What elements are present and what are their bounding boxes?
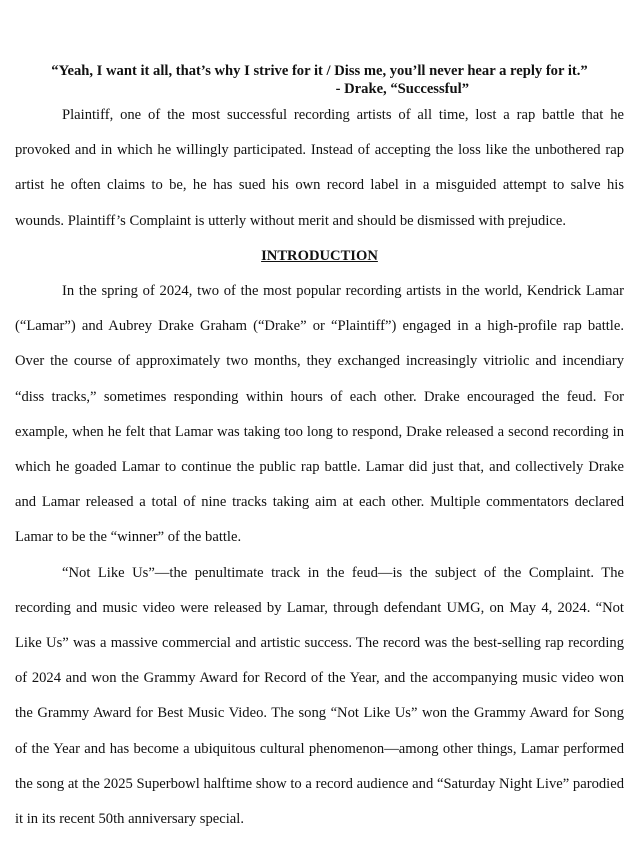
opening-paragraph: Plaintiff, one of the most successful recording artists of all time, lost a rap battle that he provoked and in which he willingly participated. Instead of accepting the loss like the unbothered rap artist he often claims to be, he has sued his own record label in a misguided attempt to salve his wounds. Plaintiff’s Complaint is utterly without merit and should be dismissed with prejudice. [15, 107, 624, 229]
epigraph-attribution: - Drake, “Successful” [335, 81, 469, 97]
intro-paragraph-1: In the spring of 2024, two of the most popular recording artists in the world, Kendrick Lamar (“Lamar”) and Aubrey Drake Graham (“Drake” or “Plaintiff”) engaged in a high-profile rap battle. Over the course of approximately two months, they exchanged increasingly vitriolic and incendiary “diss tracks,” sometimes responding within hours of each other. Drake encouraged the feud. For example, when he felt that Lamar was taking too long to respond, Drake released a second recording in which he goaded Lamar to continue the public rap battle. Lamar did just that, and collectively Drake and Lamar released a total of nine tracks taking aim at each other. Multiple commentators declared Lamar to be the “winner” of the battle. [15, 283, 624, 546]
epigraph-quote: “Yeah, I want it all, that’s why I strive for it / Diss me, you’ll never hear a reply for it.” [51, 63, 588, 79]
intro-paragraph-2: “Not Like Us”—the penultimate track in the feud—is the subject of the Complaint. The recording and music video were released by Lamar, through defendant UMG, on May 4, 2024. “Not Like Us” was a massive commercial and artistic success. The record was the best-selling rap recording of 2024 and won the Grammy Award for Record of the Year, and the accompanying music video won the Grammy Award for Best Music Video. The song “Not Like Us” won the Grammy Award for Song of the Year and has become a ubiquitous cultural phenomenon—among other things, Lamar performed the song at the 2025 Superbowl halftime show to a record audience and “Saturday Night Live” parodied it in its recent 50th anniversary special. [15, 564, 624, 828]
epigraph [15, 62, 624, 98]
section-heading: INTRODUCTION [261, 247, 378, 264]
